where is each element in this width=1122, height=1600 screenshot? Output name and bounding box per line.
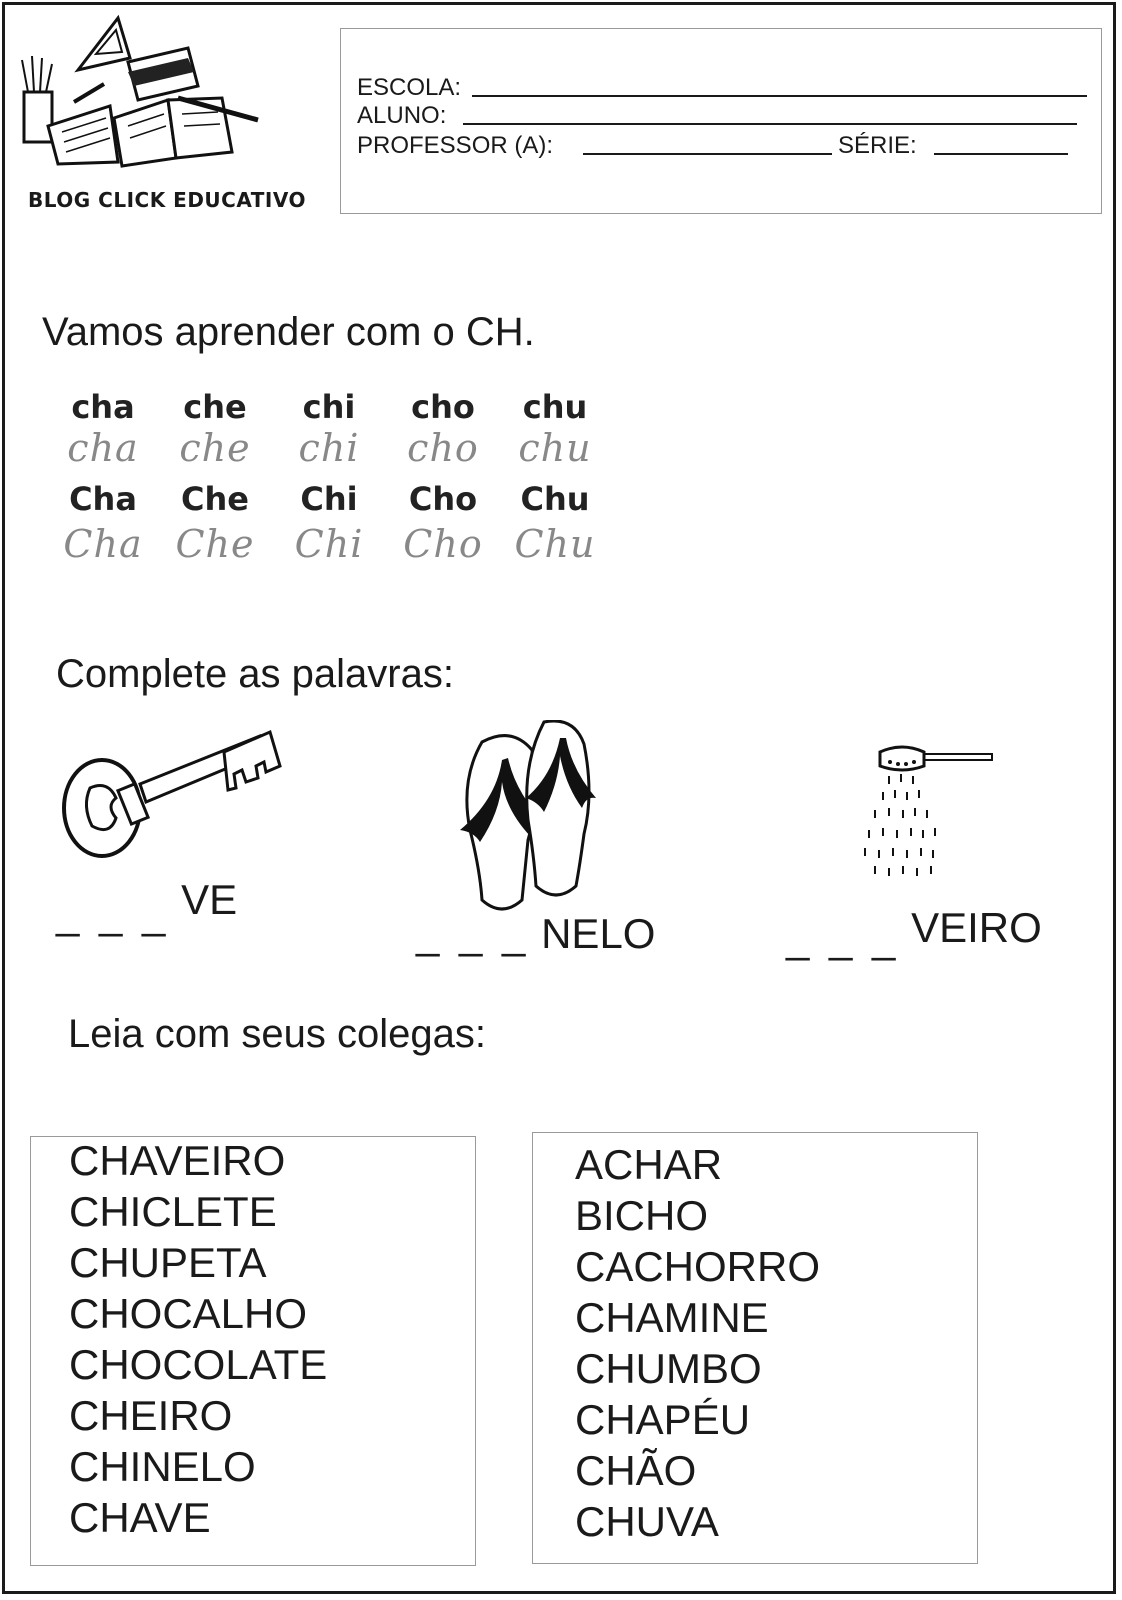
list-item: CHOCOLATE bbox=[69, 1341, 328, 1388]
syllable-cursive-upper: Cho bbox=[403, 522, 483, 566]
syllable-print-lower: cho bbox=[411, 388, 475, 426]
grade-field[interactable] bbox=[838, 132, 1068, 160]
syllable-print-lower: chi bbox=[302, 388, 356, 426]
list-item: CACHORRO bbox=[575, 1243, 821, 1290]
grade-label: SÉRIE: bbox=[838, 132, 917, 159]
syllable-print-lower: cha bbox=[71, 388, 135, 426]
list-item: CHEIRO bbox=[69, 1392, 233, 1439]
section-title-read-together: Leia com seus colegas: bbox=[68, 1012, 487, 1056]
syllable-cursive-lower: chi bbox=[298, 426, 360, 470]
student-label: ALUNO: bbox=[357, 102, 447, 129]
complete-word-chinelo bbox=[416, 910, 655, 958]
list-item: CHUPETA bbox=[69, 1239, 267, 1286]
grade-line bbox=[934, 153, 1068, 155]
syllable-cursive-lower: cha bbox=[67, 426, 139, 470]
syllable-print-upper: Chi bbox=[300, 480, 358, 518]
school-label: ESCOLA: bbox=[357, 74, 462, 101]
school-line bbox=[472, 95, 1087, 97]
list-item: CHOCALHO bbox=[69, 1290, 308, 1337]
complete-word-chuveiro bbox=[786, 904, 1042, 962]
syllable-print-upper: Cho bbox=[408, 480, 478, 518]
school-field[interactable] bbox=[357, 74, 1087, 102]
syllable-print-lower: che bbox=[183, 388, 247, 426]
complete-word-chave bbox=[56, 876, 238, 938]
word-suffix: VE bbox=[181, 876, 238, 923]
syllable-grid bbox=[48, 388, 620, 584]
syllable-cursive-upper: Che bbox=[175, 522, 255, 566]
list-item: CHAVEIRO bbox=[69, 1137, 286, 1184]
syllable-print-upper: Chu bbox=[520, 480, 590, 518]
list-item: ACHAR bbox=[575, 1141, 723, 1188]
word-suffix: VEIRO bbox=[911, 904, 1042, 951]
list-item: CHINELO bbox=[69, 1443, 256, 1490]
teacher-label: PROFESSOR (A): bbox=[357, 132, 554, 159]
list-item: CHAMINE bbox=[575, 1294, 769, 1341]
syllable-cursive-lower: chu bbox=[518, 426, 592, 470]
list-item: CHICLETE bbox=[69, 1188, 277, 1235]
syllable-cursive-upper: Cha bbox=[63, 522, 143, 566]
header-info-box bbox=[340, 28, 1102, 214]
student-field[interactable] bbox=[357, 102, 1077, 130]
section-title-complete-words: Complete as palavras: bbox=[56, 652, 454, 696]
key-icon bbox=[60, 726, 284, 872]
syllable-cursive-lower: che bbox=[179, 426, 251, 470]
blank-slots[interactable]: _ _ _ bbox=[416, 910, 530, 957]
blank-slots[interactable]: _ _ _ bbox=[56, 890, 170, 937]
syllable-cursive-lower: cho bbox=[407, 426, 479, 470]
list-item: CHUVA bbox=[575, 1498, 719, 1545]
logo-caption: BLOG CLICK EDUCATIVO bbox=[28, 188, 306, 212]
word-list-right bbox=[532, 1132, 978, 1564]
section-title-learn-ch: Vamos aprender com o CH. bbox=[42, 310, 535, 354]
school-supplies-logo bbox=[18, 14, 268, 174]
list-item: CHUMBO bbox=[575, 1345, 762, 1392]
list-item: CHAPÉU bbox=[575, 1396, 751, 1443]
teacher-field[interactable] bbox=[357, 132, 832, 160]
syllable-print-upper: Cha bbox=[69, 480, 137, 518]
word-suffix: NELO bbox=[541, 910, 656, 957]
flip-flops-icon bbox=[452, 720, 602, 912]
syllable-print-upper: Che bbox=[181, 480, 249, 518]
list-item: CHAVE bbox=[69, 1494, 211, 1541]
list-item: CHÃO bbox=[575, 1447, 697, 1494]
teacher-line bbox=[583, 153, 832, 155]
word-list-left bbox=[30, 1136, 476, 1566]
list-item: BICHO bbox=[575, 1192, 709, 1239]
shower-icon bbox=[862, 740, 1002, 890]
student-line bbox=[463, 123, 1077, 125]
blank-slots[interactable]: _ _ _ bbox=[786, 914, 900, 961]
syllable-cursive-upper: Chi bbox=[294, 522, 364, 566]
syllable-print-lower: chu bbox=[522, 388, 588, 426]
syllable-cursive-upper: Chu bbox=[514, 522, 596, 566]
